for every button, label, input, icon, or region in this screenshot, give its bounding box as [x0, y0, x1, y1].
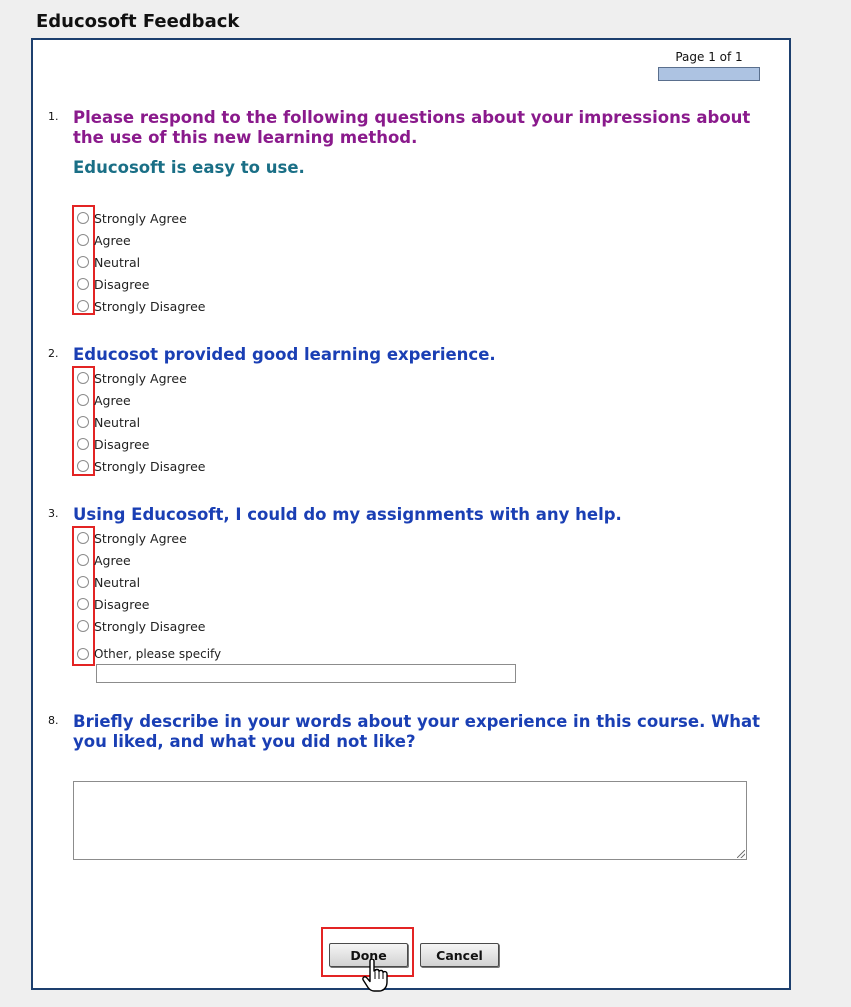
- radio-button[interactable]: [77, 532, 89, 544]
- option-label: Neutral: [94, 255, 141, 270]
- done-button[interactable]: Done: [329, 943, 408, 967]
- radio-button[interactable]: [77, 598, 89, 610]
- page-indicator: [658, 50, 760, 81]
- option-label: Disagree: [94, 597, 150, 612]
- app-title: Educosoft Feedback: [36, 11, 240, 32]
- other-specify-input[interactable]: [96, 664, 516, 683]
- page-indicator-text: Page 1 of 1: [675, 50, 743, 64]
- option-label: Disagree: [94, 437, 150, 452]
- question-prompt: Using Educosoft, I could do my assignments with any help.: [73, 505, 622, 524]
- radio-button[interactable]: [77, 234, 89, 246]
- radio-button[interactable]: [77, 416, 89, 428]
- radio-button[interactable]: [77, 554, 89, 566]
- option-label: Strongly Agree: [94, 531, 187, 546]
- radio-button[interactable]: [77, 212, 89, 224]
- question-number: 3.: [48, 507, 59, 520]
- option-label: Disagree: [94, 277, 150, 292]
- option-label: Strongly Disagree: [94, 619, 206, 634]
- question-number: 2.: [48, 347, 59, 360]
- radio-button[interactable]: [77, 256, 89, 268]
- hand-pointer-icon: [362, 959, 388, 993]
- radio-button[interactable]: [77, 648, 89, 660]
- option-label: Neutral: [94, 575, 141, 590]
- option-label: Neutral: [94, 415, 141, 430]
- radio-button[interactable]: [77, 576, 89, 588]
- radio-button[interactable]: [77, 460, 89, 472]
- question-number: 1.: [48, 110, 59, 123]
- radio-button[interactable]: [77, 438, 89, 450]
- radio-button[interactable]: [77, 278, 89, 290]
- page-progress-bar: [658, 67, 760, 81]
- radio-group-highlight: [72, 526, 95, 666]
- option-label: Strongly Agree: [94, 371, 187, 386]
- option-label: Agree: [94, 553, 131, 568]
- option-label: Strongly Agree: [94, 211, 187, 226]
- question-prompt: Please respond to the following questions about your impressions about the use of this new learning method.: [73, 108, 751, 147]
- comment-textarea[interactable]: [73, 781, 747, 860]
- question-prompt: Briefly describe in your words about your experience in this course. What you liked, and what you did not like?: [73, 712, 761, 751]
- cancel-button[interactable]: Cancel: [420, 943, 499, 967]
- radio-button[interactable]: [77, 620, 89, 632]
- option-label: Agree: [94, 233, 131, 248]
- option-label: Strongly Disagree: [94, 299, 206, 314]
- question-number: 8.: [48, 714, 59, 727]
- radio-button[interactable]: [77, 300, 89, 312]
- option-label: Other, please specify: [94, 647, 222, 661]
- question-prompt: Educosot provided good learning experience.: [73, 345, 496, 364]
- radio-button[interactable]: [77, 372, 89, 384]
- option-label: Agree: [94, 393, 131, 408]
- option-label: Strongly Disagree: [94, 459, 206, 474]
- radio-button[interactable]: [77, 394, 89, 406]
- question-subprompt: Educosoft is easy to use.: [73, 158, 305, 177]
- resize-grip-icon[interactable]: [737, 850, 745, 858]
